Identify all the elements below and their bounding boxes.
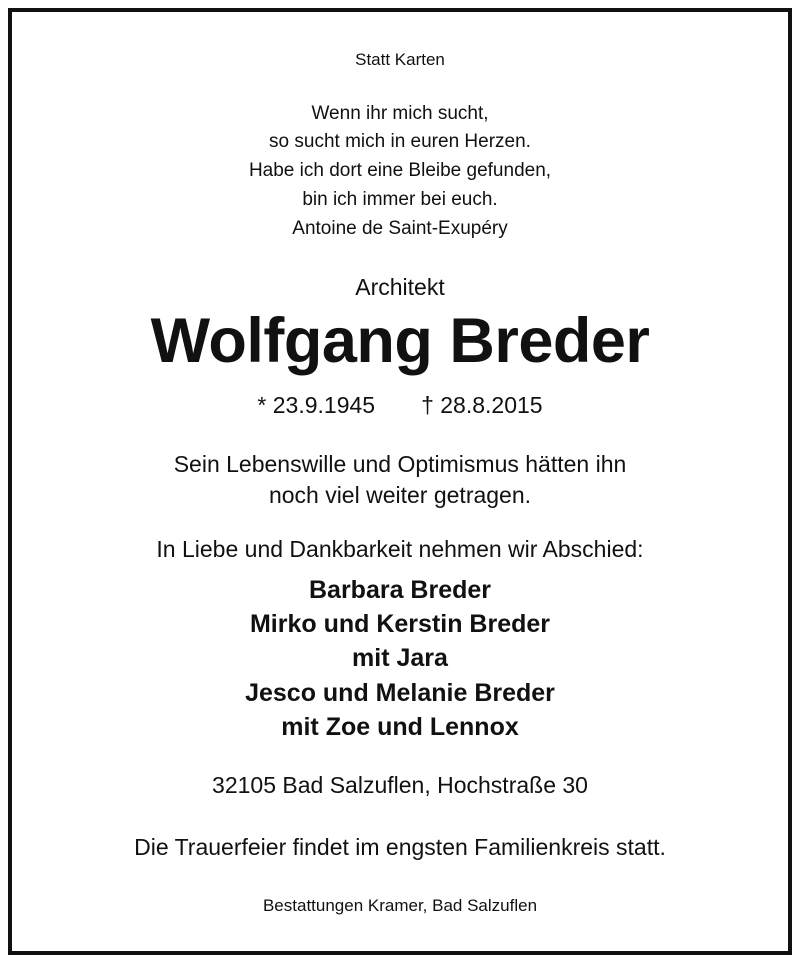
- undertaker: Bestattungen Kramer, Bad Salzuflen: [262, 896, 538, 915]
- deceased-name: Wolfgang Breder: [150, 306, 650, 376]
- family-member: mit Zoe und Lennox: [281, 713, 519, 741]
- birth-date: * 23.9.1945: [257, 392, 376, 418]
- address: 32105 Bad Salzuflen, Hochstraße 30: [212, 772, 588, 798]
- family-member: mit Jara: [352, 644, 448, 672]
- poem-line: bin ich immer bei euch.: [302, 189, 498, 210]
- tribute-line: Sein Lebenswille und Optimismus hätten ihn: [173, 451, 627, 477]
- poem-author: Antoine de Saint-Exupéry: [292, 218, 508, 239]
- poem-line: Habe ich dort eine Bleibe gefunden,: [248, 160, 552, 181]
- death-date: † 28.8.2015: [421, 392, 543, 418]
- family-member: Mirko und Kerstin Breder: [249, 610, 551, 638]
- family-member: Barbara Breder: [308, 576, 492, 604]
- tribute-line: noch viel weiter getragen.: [268, 482, 532, 508]
- header-text: Statt Karten: [355, 50, 445, 69]
- farewell-text: In Liebe und Dankbarkeit nehmen wir Abschied:: [156, 536, 644, 562]
- poem-line: Wenn ihr mich sucht,: [311, 103, 489, 124]
- ceremony-text: Die Trauerfeier findet im engsten Familienkreis statt.: [134, 834, 666, 860]
- profession: Architekt: [355, 274, 445, 300]
- family-member: Jesco und Melanie Breder: [245, 679, 555, 707]
- life-dates: [0, 392, 800, 419]
- poem-line: so sucht mich in euren Herzen.: [269, 131, 531, 152]
